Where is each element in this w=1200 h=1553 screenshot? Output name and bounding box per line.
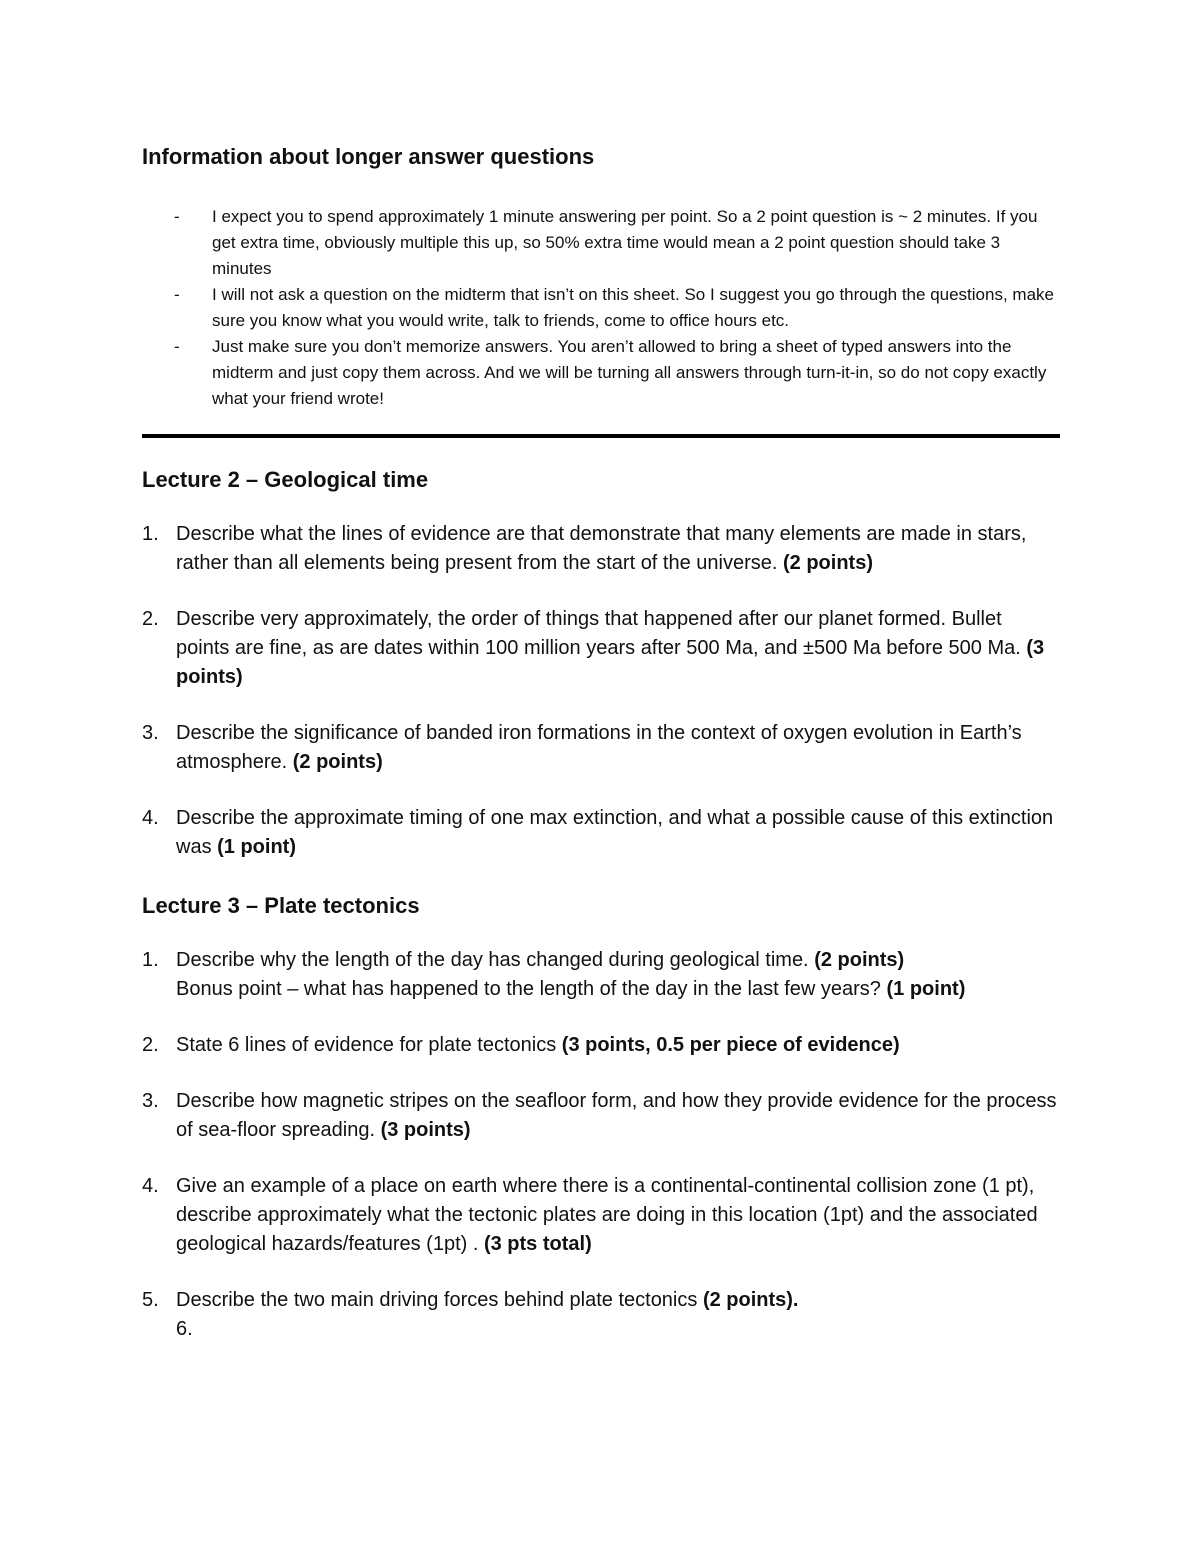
question-number: 1. — [142, 523, 159, 545]
intro-bullet — [142, 204, 1060, 282]
question-item — [142, 719, 1060, 777]
question-text: Describe the approximate timing of one max extinction, and what a possible cause of this extinction was — [176, 807, 1054, 858]
question-number: 1. — [142, 949, 159, 971]
empty-question-number: 6. — [176, 1318, 193, 1340]
question-points: (2 points) — [292, 751, 383, 773]
question-text: Describe the significance of banded iron formations in the context of oxygen evolution in Earth’s atmosphere. — [176, 722, 1022, 773]
question-number: 2. — [142, 608, 159, 630]
question-item — [142, 1031, 1060, 1060]
question-text: Describe why the length of the day has changed during geological time. — [176, 949, 815, 971]
question-item — [142, 1087, 1060, 1145]
question-number: 3. — [142, 722, 159, 744]
section-divider — [142, 434, 1060, 438]
question-number: 4. — [142, 807, 159, 829]
intro-bullet-text: I will not ask a question on the midterm that isn’t on this sheet. So I suggest you go through the questions, make sure you know what you would write, talk to friends, come to office hours etc. — [212, 285, 1054, 330]
bullet-dash: - — [174, 337, 180, 356]
question-text: Give an example of a place on earth where there is a continental-continental collision zone (1 pt), describe approximately what the tectonic plates are doing in this location (1pt) and the associated geological hazards/features (1pt) . — [176, 1175, 1038, 1255]
question-item — [142, 1172, 1060, 1259]
bonus-points: (1 point) — [886, 978, 966, 1000]
question-item — [142, 804, 1060, 862]
intro-bullet-text: Just make sure you don’t memorize answers. You aren’t allowed to bring a sheet of typed answers into the midterm and just copy them across. And we will be turning all answers through turn-it-in, so do not copy exactly what your friend wrote! — [212, 337, 1047, 408]
question-text: Describe the two main driving forces behind plate tectonics — [176, 1289, 703, 1311]
question-item — [142, 520, 1060, 578]
intro-heading: Information about longer answer questions — [142, 144, 595, 169]
bullet-dash: - — [174, 207, 180, 226]
question-points: (3 pts total) — [483, 1233, 592, 1255]
question-number: 2. — [142, 1034, 159, 1056]
question-text: Describe how magnetic stripes on the seafloor form, and how they provide evidence for the process of sea-floor spreading. — [176, 1090, 1057, 1141]
intro-bullet — [142, 282, 1060, 334]
question-points: (3 points) — [176, 637, 1045, 688]
intro-bullet-list — [142, 204, 1060, 412]
question-points: (2 points). — [702, 1289, 799, 1311]
question-points: (2 points) — [783, 552, 873, 574]
question-text: Describe very approximately, the order of things that happened after our planet formed. Bullet points are fine, as are dates within 100 million years after 500 Ma, and ±500 Ma before 500 Ma. — [176, 608, 1027, 659]
question-item — [142, 946, 1060, 1004]
bonus-question — [176, 975, 1060, 1004]
question-points: (2 points) — [814, 949, 905, 971]
question-item — [142, 605, 1060, 692]
intro-bullet-text: I expect you to spend approximately 1 minute answering per point. So a 2 point question is ~ 2 minutes. If you get extra time, obviously multiple this up, so 50% extra time would mean a 2 point question should take 3 minutes — [212, 207, 1038, 278]
document-page — [142, 140, 1060, 1344]
lecture-3-questions — [142, 946, 1060, 1344]
question-points: (3 points, 0.5 per piece of evidence) — [561, 1034, 900, 1056]
lecture-2-questions — [142, 520, 1060, 862]
question-number: 4. — [142, 1175, 159, 1197]
question-text: Describe what the lines of evidence are that demonstrate that many elements are made in stars, rather than all elements being present from the start of the universe. — [176, 523, 1027, 574]
intro-bullet — [142, 334, 1060, 412]
question-number: 5. — [142, 1289, 159, 1311]
question-text: State 6 lines of evidence for plate tectonics — [176, 1034, 562, 1056]
lecture-3-heading: Lecture 3 – Plate tectonics — [142, 893, 420, 918]
lecture-2-heading: Lecture 2 – Geological time — [142, 467, 429, 492]
question-points: (3 points) — [380, 1119, 471, 1141]
bullet-dash: - — [174, 285, 180, 304]
question-item — [142, 1286, 1060, 1344]
question-number: 3. — [142, 1090, 159, 1112]
question-points: (1 point) — [217, 836, 296, 858]
bonus-text: Bonus point – what has happened to the length of the day in the last few years? — [176, 978, 887, 1000]
